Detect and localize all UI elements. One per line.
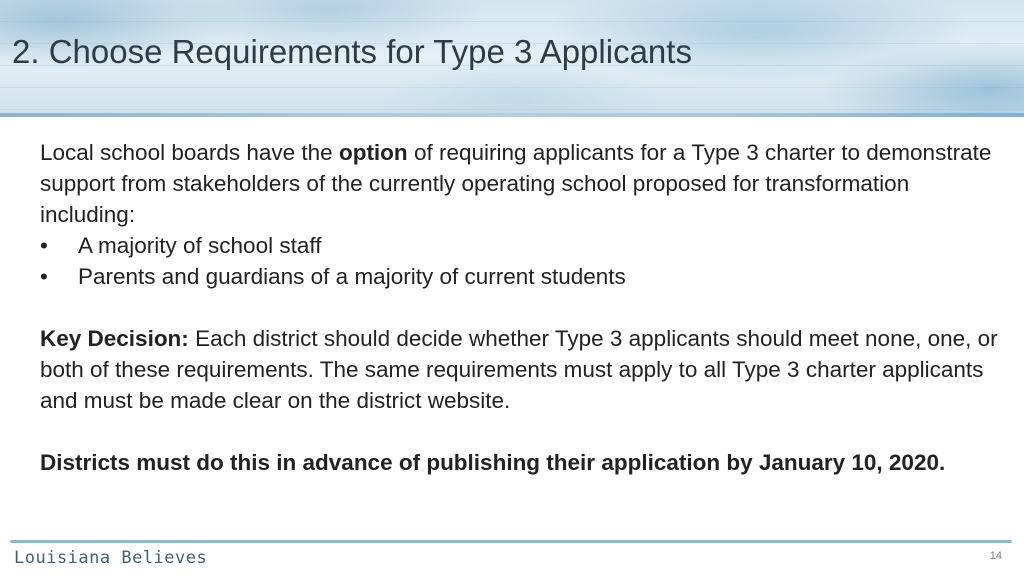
slide-title: 2. Choose Requirements for Type 3 Applicants bbox=[12, 33, 692, 70]
key-decision-label: Key Decision: bbox=[40, 326, 189, 351]
louisiana-believes-logo: Louisiana Believes bbox=[14, 548, 208, 568]
spacer bbox=[40, 416, 1000, 447]
intro-bold-option: option bbox=[338, 140, 408, 165]
intro-text-start: Local school boards have the bbox=[40, 140, 339, 165]
slide-header bbox=[0, 0, 1024, 117]
intro-paragraph bbox=[40, 137, 1000, 230]
footer-divider bbox=[10, 540, 1012, 543]
page-number: 14 bbox=[989, 550, 1002, 562]
key-decision-paragraph bbox=[40, 323, 1000, 416]
list-item-text: Parents and guardians of a majority of current students bbox=[78, 264, 626, 289]
stakeholder-list bbox=[40, 230, 1000, 292]
bullet-marker: • bbox=[40, 233, 48, 258]
key-decision-text: Each district should decide whether Type 3 applicants should meet none, one, or both of these requirements. The same requirements must apply to all Type 3 charter applicants and must be made clear on the district website. bbox=[40, 326, 998, 413]
deadline-text: Districts must do this in advance of publishing their application by January 10, 2020. bbox=[40, 450, 946, 475]
intro-text-end: of requiring applicants for a Type 3 charter to demonstrate support from stakeholders of the currently operating school proposed for transformation including: bbox=[40, 140, 992, 227]
spacer bbox=[40, 292, 1000, 323]
list-item bbox=[40, 230, 1000, 261]
deadline-paragraph bbox=[40, 447, 1000, 478]
bullet-marker: • bbox=[40, 264, 48, 289]
list-item-text: A majority of school staff bbox=[78, 233, 322, 258]
slide-body bbox=[40, 137, 1000, 478]
list-item bbox=[40, 261, 1000, 292]
